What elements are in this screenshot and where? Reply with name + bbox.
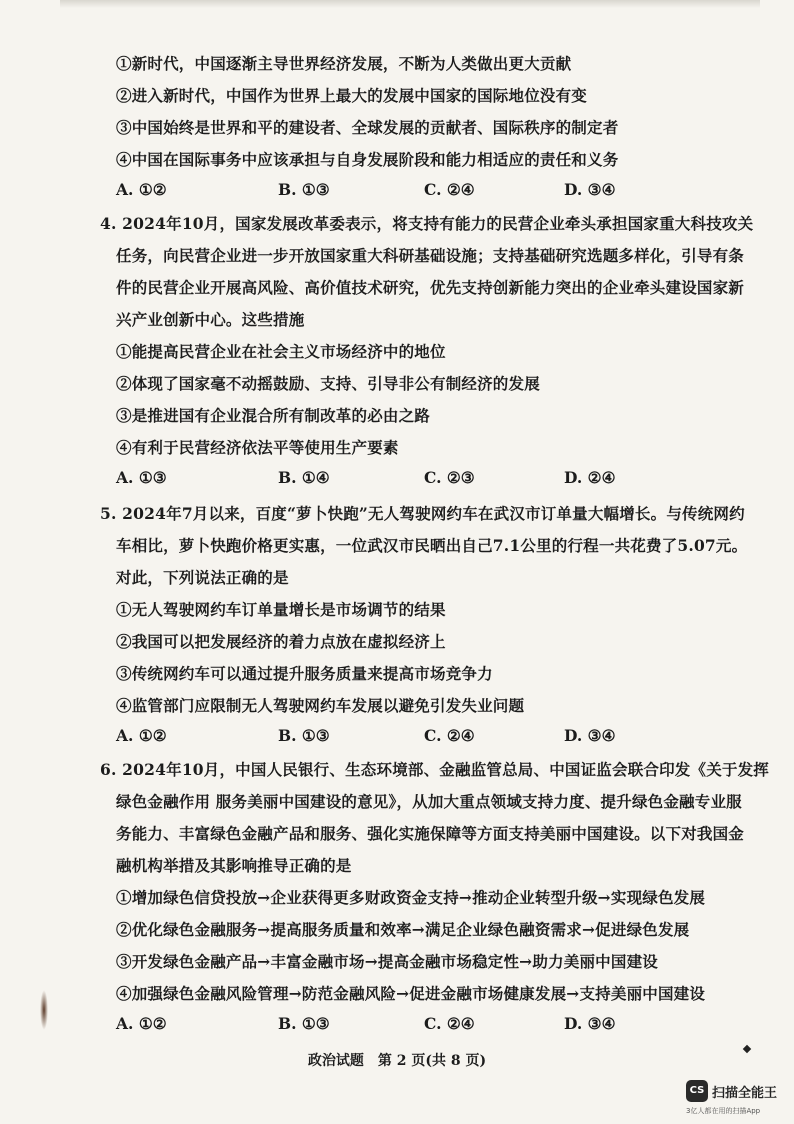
scan-top-edge: [60, 0, 760, 8]
q6-item-3: ③开发绿色金融产品→丰富金融市场→提高金融市场稳定性→助力美丽中国建设: [116, 952, 658, 971]
q6-option-b: B. ①③: [278, 1014, 330, 1033]
q5-options: [116, 726, 636, 748]
q5-option-b: B. ①③: [278, 726, 330, 745]
q5-item-2: ②我国可以把发展经济的着力点放在虚拟经济上: [116, 632, 446, 651]
page-footer: 政治试题 第 2 页(共 8 页): [307, 1053, 487, 1069]
q5-stem-line-2: 车相比，萝卜快跑价格更实惠，一位武汉市民晒出自己7.1公里的行程一共花费了5.07元。: [116, 536, 748, 555]
q4-stem-line-4: 兴产业创新中心。这些措施: [116, 310, 305, 329]
q4-option-d: D. ②④: [564, 468, 616, 487]
q5-item-3: ③传统网约车可以通过提升服务质量来提高市场竞争力: [116, 664, 493, 683]
q6-stem-line-1: 6. 2024年10月，中国人民银行、生态环境部、金融监管总局、中国证监会联合印发《关于发挥: [100, 760, 769, 779]
q3-option-d: D. ③④: [564, 180, 616, 199]
q3-options: [116, 180, 636, 202]
q4-item-1: ①能提高民营企业在社会主义市场经济中的地位: [116, 342, 446, 361]
q6-stem-line-2: 绿色金融作用 服务美丽中国建设的意见》，从加大重点领域支持力度、提升绿色金融专业服: [116, 792, 742, 811]
q3-item-4: ④中国在国际事务中应该承担与自身发展阶段和能力相适应的责任和义务: [116, 150, 619, 169]
q5-stem-line-3: 对此，下列说法正确的是: [116, 568, 289, 587]
q6-option-c: C. ②④: [424, 1014, 475, 1033]
q6-option-d: D. ③④: [564, 1014, 616, 1033]
q3-item-2: ②进入新时代，中国作为世界上最大的发展中国家的国际地位没有变: [116, 86, 588, 105]
q4-option-c: C. ②③: [424, 468, 475, 487]
q6-option-a: A. ①②: [116, 1014, 167, 1033]
q4-item-3: ③是推进国有企业混合所有制改革的必由之路: [116, 406, 431, 425]
q3-option-c: C. ②④: [424, 180, 475, 199]
q6-stem-line-4: 融机构举措及其影响推导正确的是: [116, 856, 352, 875]
scanner-watermark: [686, 1080, 786, 1120]
q5-option-c: C. ②④: [424, 726, 475, 745]
q4-stem-line-3: 件的民营企业开展高风险、高价值技术研究，优先支持创新能力突出的企业牵头建设国家新: [116, 278, 745, 297]
q4-option-a: A. ①③: [116, 468, 167, 487]
q4-stem-line-2: 任务，向民营企业进一步开放国家重大科研基础设施；支持基础研究选题多样化，引导有条: [116, 246, 745, 265]
watermark-tagline: 3亿人都在用的扫描App: [686, 1107, 761, 1115]
q5-item-1: ①无人驾驶网约车订单量增长是市场调节的结果: [116, 600, 446, 619]
q5-option-a: A. ①②: [116, 726, 167, 745]
q6-item-1: ①增加绿色信贷投放→企业获得更多财政资金支持→推动企业转型升级→实现绿色发展: [116, 888, 706, 907]
q5-stem-line-1: 5. 2024年7月以来，百度“萝卜快跑”无人驾驶网约车在武汉市订单量大幅增长。与传统网约: [100, 504, 745, 523]
scan-ink-mark: [40, 990, 48, 1030]
q6-item-4: ④加强绿色金融风险管理→防范金融风险→促进金融市场健康发展→支持美丽中国建设: [116, 984, 706, 1003]
q6-stem-line-3: 务能力、丰富绿色金融产品和服务、强化实施保障等方面支持美丽中国建设。以下对我国金: [116, 824, 745, 843]
q3-item-1: ①新时代，中国逐渐主导世界经济发展，不断为人类做出更大贡献: [116, 54, 572, 73]
camscanner-logo-icon: CS: [686, 1080, 708, 1102]
watermark-app-name: 扫描全能王: [712, 1086, 778, 1101]
q3-option-b: B. ①③: [278, 180, 330, 199]
q6-item-2: ②优化绿色金融服务→提高服务质量和效率→满足企业绿色融资需求→促进绿色发展: [116, 920, 690, 939]
q4-options: [116, 468, 636, 490]
q3-option-a: A. ①②: [116, 180, 167, 199]
q5-option-d: D. ③④: [564, 726, 616, 745]
q4-item-2: ②体现了国家毫不动摇鼓励、支持、引导非公有制经济的发展: [116, 374, 540, 393]
q5-item-4: ④监管部门应限制无人驾驶网约车发展以避免引发失业问题: [116, 696, 525, 715]
q4-item-4: ④有利于民营经济依法平等使用生产要素: [116, 438, 399, 457]
q4-option-b: B. ①④: [278, 468, 330, 487]
q3-item-3: ③中国始终是世界和平的建设者、全球发展的贡献者、国际秩序的制定者: [116, 118, 619, 137]
q6-options: [116, 1014, 636, 1036]
q4-stem-line-1: 4. 2024年10月，国家发展改革委表示，将支持有能力的民营企业牵头承担国家重大科技攻关: [100, 214, 754, 233]
